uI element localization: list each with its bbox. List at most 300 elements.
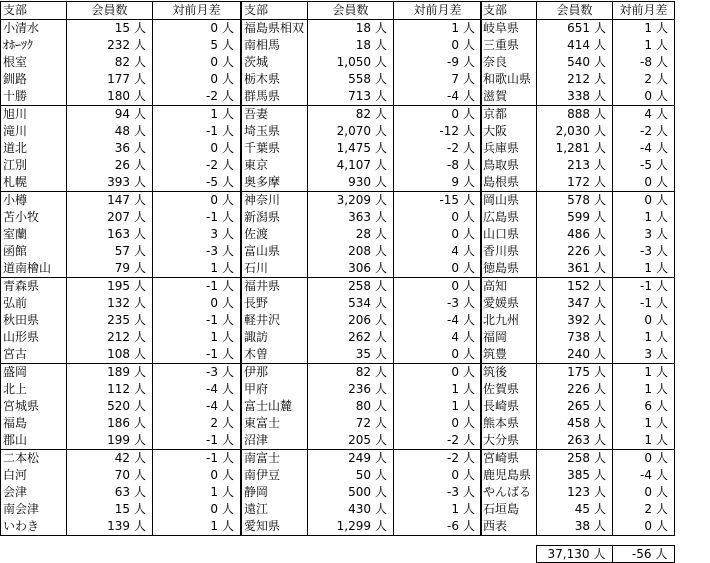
month-diff: 1: [210, 261, 218, 275]
member-count-cell: [67, 415, 153, 432]
member-unit: 人: [375, 502, 388, 516]
diff-unit: 人: [656, 72, 669, 86]
month-diff: -2: [640, 124, 652, 138]
month-diff: 2: [210, 416, 218, 430]
member-count: 578: [567, 193, 590, 207]
branch-name: 小清水: [1, 20, 67, 38]
month-diff: -2: [206, 158, 218, 172]
member-count-cell: [537, 415, 613, 432]
month-diff-cell: [153, 381, 241, 398]
month-diff-cell: [613, 364, 675, 382]
member-unit: 人: [134, 433, 147, 447]
member-count-cell: [308, 140, 394, 157]
diff-unit: 人: [463, 107, 476, 121]
month-diff: 1: [644, 330, 652, 344]
month-diff: 1: [451, 502, 459, 516]
diff-unit: 人: [656, 330, 669, 344]
month-diff: 9: [451, 175, 459, 189]
table-row: [1, 209, 241, 226]
member-count-cell: [537, 106, 613, 124]
member-unit: 人: [134, 227, 147, 241]
member-count-cell: [537, 278, 613, 296]
member-unit: 人: [594, 399, 607, 413]
month-diff-cell: [394, 467, 482, 484]
member-unit: 人: [594, 519, 607, 533]
member-count: 139: [107, 519, 130, 533]
branch-name: 兵庫県: [481, 140, 537, 157]
branch-name: 十勝: [1, 88, 67, 106]
table-row: [242, 329, 482, 346]
branch-name: 江別: [1, 157, 67, 174]
month-diff-cell: [613, 415, 675, 432]
table-row: [242, 346, 482, 364]
member-count-cell: [67, 501, 153, 518]
month-diff: -15: [439, 193, 459, 207]
month-diff: 6: [644, 399, 652, 413]
month-diff: -3: [447, 296, 459, 310]
month-diff: 1: [210, 485, 218, 499]
member-count: 123: [567, 485, 590, 499]
member-count: 207: [107, 210, 130, 224]
member-count: 199: [107, 433, 130, 447]
table-row: [481, 312, 675, 329]
diff-unit: 人: [222, 279, 235, 293]
branch-name: 筑豊: [481, 346, 537, 364]
member-unit: 人: [594, 416, 607, 430]
member-count: 500: [348, 485, 371, 499]
member-count-cell: [67, 174, 153, 192]
branch-name: 三重県: [481, 37, 537, 54]
branch-name: 伊那: [242, 364, 308, 382]
table-row: [481, 415, 675, 432]
month-diff-cell: [153, 260, 241, 278]
member-count-cell: [537, 346, 613, 364]
branch-name: 沼津: [242, 432, 308, 450]
member-unit: 人: [375, 175, 388, 189]
member-unit: 人: [375, 382, 388, 396]
member-count: 534: [348, 296, 371, 310]
member-count-cell: [308, 450, 394, 468]
member-count-cell: [67, 123, 153, 140]
member-count-cell: [308, 209, 394, 226]
branch-name: 道北: [1, 140, 67, 157]
branch-name: 長野: [242, 295, 308, 312]
total-members-cell: [536, 546, 612, 563]
member-count: 45: [574, 502, 590, 516]
branch-name: 佐賀県: [481, 381, 537, 398]
diff-unit: 人: [656, 313, 669, 327]
month-diff: 4: [451, 244, 459, 258]
member-count: 82: [114, 55, 130, 69]
month-diff-cell: [153, 140, 241, 157]
member-unit: 人: [594, 89, 607, 103]
table-row: [1, 243, 241, 260]
month-diff: 1: [644, 38, 652, 52]
month-diff-cell: [613, 54, 675, 71]
month-diff-cell: [153, 450, 241, 468]
table-row: [481, 432, 675, 450]
member-unit: 人: [134, 451, 147, 465]
member-count: 486: [567, 227, 590, 241]
branch-name: 筑後: [481, 364, 537, 382]
table-row: [1, 329, 241, 346]
diff-unit: 人: [656, 279, 669, 293]
member-unit: 人: [134, 365, 147, 379]
total-diff-unit: 人: [655, 547, 668, 561]
table-row: [481, 37, 675, 54]
month-diff-cell: [613, 123, 675, 140]
member-count-cell: [67, 484, 153, 501]
member-count: 1,475: [336, 141, 371, 155]
diff-unit: 人: [656, 124, 669, 138]
member-count: 70: [114, 468, 130, 482]
member-unit: 人: [594, 38, 607, 52]
month-diff-cell: [153, 88, 241, 106]
member-count: 930: [348, 175, 371, 189]
diff-unit: 人: [463, 382, 476, 396]
month-diff: -4: [206, 382, 218, 396]
diff-unit: 人: [463, 519, 476, 533]
month-diff: -1: [206, 347, 218, 361]
member-count-cell: [67, 54, 153, 71]
member-count: 132: [107, 296, 130, 310]
member-unit: 人: [375, 347, 388, 361]
member-unit: 人: [375, 279, 388, 293]
month-diff-cell: [153, 37, 241, 54]
member-count-cell: [537, 295, 613, 312]
table-row: [1, 140, 241, 157]
member-count: 152: [567, 279, 590, 293]
member-count: 177: [107, 72, 130, 86]
table-row: [242, 381, 482, 398]
branch-name: 秋田県: [1, 312, 67, 329]
month-diff: 0: [210, 72, 218, 86]
member-count: 338: [567, 89, 590, 103]
member-count: 15: [114, 502, 130, 516]
diff-unit: 人: [656, 210, 669, 224]
header-row: [1, 2, 241, 20]
branch-table-right: [480, 1, 675, 536]
total-diff-cell: [612, 546, 674, 563]
table-row: [1, 501, 241, 518]
member-count: 2,030: [555, 124, 590, 138]
month-diff: -3: [206, 244, 218, 258]
table-row: [242, 226, 482, 243]
table-row: [242, 260, 482, 278]
month-diff: -2: [447, 141, 459, 155]
member-count: 18: [355, 21, 371, 35]
member-count-cell: [308, 88, 394, 106]
member-count-cell: [67, 398, 153, 415]
month-diff-cell: [613, 450, 675, 468]
member-count: 265: [567, 399, 590, 413]
branch-name: 宮古: [1, 346, 67, 364]
member-unit: 人: [375, 21, 388, 35]
month-diff-cell: [613, 484, 675, 501]
member-count-cell: [67, 192, 153, 210]
member-count: 72: [355, 416, 371, 430]
month-diff: -9: [447, 55, 459, 69]
diff-unit: 人: [222, 175, 235, 189]
table-row: [242, 88, 482, 106]
month-diff-cell: [153, 243, 241, 260]
month-diff: 0: [451, 468, 459, 482]
branch-name: 石垣島: [481, 501, 537, 518]
member-count-cell: [537, 71, 613, 88]
member-count: 392: [567, 313, 590, 327]
member-count: 540: [567, 55, 590, 69]
branch-name: 旭川: [1, 106, 67, 124]
month-diff: 4: [451, 330, 459, 344]
table-row: [1, 278, 241, 296]
branch-name: 栃木県: [242, 71, 308, 88]
diff-unit: 人: [656, 433, 669, 447]
branch-name: 広島県: [481, 209, 537, 226]
member-count-cell: [67, 312, 153, 329]
diff-unit: 人: [656, 227, 669, 241]
member-unit: 人: [375, 72, 388, 86]
month-diff-cell: [613, 398, 675, 415]
member-unit: 人: [594, 330, 607, 344]
member-count-cell: [67, 140, 153, 157]
branch-name: 苫小牧: [1, 209, 67, 226]
branch-name: 和歌山県: [481, 71, 537, 88]
diff-unit: 人: [222, 210, 235, 224]
member-count: 458: [567, 416, 590, 430]
member-count: 249: [348, 451, 371, 465]
member-count: 213: [567, 158, 590, 172]
month-diff: 4: [644, 107, 652, 121]
branch-name: 徳島県: [481, 260, 537, 278]
member-count-cell: [67, 432, 153, 450]
member-unit: 人: [134, 175, 147, 189]
table-row: [1, 157, 241, 174]
month-diff: 0: [451, 210, 459, 224]
month-diff-cell: [394, 54, 482, 71]
table-row: [242, 140, 482, 157]
member-unit: 人: [375, 451, 388, 465]
table-row: [1, 37, 241, 54]
month-diff: 0: [644, 451, 652, 465]
branch-name: 愛知県: [242, 518, 308, 536]
table-row: [481, 484, 675, 501]
branch-name: 千葉県: [242, 140, 308, 157]
member-count-cell: [537, 432, 613, 450]
member-unit: 人: [375, 485, 388, 499]
diff-unit: 人: [463, 21, 476, 35]
header-row: [242, 2, 482, 20]
month-diff: 1: [644, 416, 652, 430]
month-diff-cell: [613, 260, 675, 278]
member-unit: 人: [375, 296, 388, 310]
branch-name: 郡山: [1, 432, 67, 450]
table-row: [242, 467, 482, 484]
table-row: [242, 312, 482, 329]
diff-unit: 人: [222, 365, 235, 379]
branch-name: 高知: [481, 278, 537, 296]
branch-name: 岐阜県: [481, 20, 537, 38]
member-count: 108: [107, 347, 130, 361]
member-unit: 人: [375, 433, 388, 447]
member-count-cell: [537, 20, 613, 38]
member-unit: 人: [134, 72, 147, 86]
diff-unit: 人: [463, 502, 476, 516]
table-row: [481, 106, 675, 124]
member-unit: 人: [594, 382, 607, 396]
month-diff: -4: [447, 89, 459, 103]
table-row: [242, 518, 482, 536]
branch-name: 島根県: [481, 174, 537, 192]
member-unit: 人: [134, 502, 147, 516]
member-count-cell: [308, 346, 394, 364]
member-count-cell: [67, 518, 153, 536]
month-diff-cell: [153, 398, 241, 415]
member-unit: 人: [134, 416, 147, 430]
member-unit: 人: [594, 193, 607, 207]
diff-unit: 人: [463, 175, 476, 189]
member-unit: 人: [134, 141, 147, 155]
member-count-cell: [537, 381, 613, 398]
member-unit: 人: [375, 313, 388, 327]
month-diff: 1: [644, 382, 652, 396]
member-count: 26: [114, 158, 130, 172]
month-diff: 3: [644, 227, 652, 241]
member-count: 263: [567, 433, 590, 447]
diff-unit: 人: [463, 158, 476, 172]
month-diff-cell: [153, 312, 241, 329]
table-row: [481, 346, 675, 364]
header-diff: 対前月差: [394, 2, 482, 20]
month-diff: 0: [210, 468, 218, 482]
branch-name: 遠江: [242, 501, 308, 518]
member-unit: 人: [134, 89, 147, 103]
month-diff-cell: [613, 312, 675, 329]
branch-name: 山口県: [481, 226, 537, 243]
diff-unit: 人: [222, 72, 235, 86]
member-count-cell: [537, 209, 613, 226]
diff-unit: 人: [463, 210, 476, 224]
member-count: 163: [107, 227, 130, 241]
month-diff: -2: [447, 433, 459, 447]
member-unit: 人: [594, 227, 607, 241]
diff-unit: 人: [222, 141, 235, 155]
branch-name: 岡山県: [481, 192, 537, 210]
diff-unit: 人: [222, 485, 235, 499]
member-count: 48: [114, 124, 130, 138]
member-unit: 人: [594, 433, 607, 447]
diff-unit: 人: [656, 519, 669, 533]
month-diff-cell: [394, 450, 482, 468]
member-count-cell: [308, 260, 394, 278]
table-row: [242, 37, 482, 54]
total-diff: -56: [631, 547, 652, 561]
member-count-cell: [67, 243, 153, 260]
member-unit: 人: [134, 313, 147, 327]
branch-name: 小樽: [1, 192, 67, 210]
member-count: 94: [114, 107, 130, 121]
month-diff-cell: [394, 140, 482, 157]
diff-unit: 人: [656, 382, 669, 396]
table-row: [242, 192, 482, 210]
member-count: 393: [107, 175, 130, 189]
month-diff: -6: [447, 519, 459, 533]
member-unit: 人: [375, 210, 388, 224]
diff-unit: 人: [463, 416, 476, 430]
branch-name: 埼玉県: [242, 123, 308, 140]
member-unit: 人: [594, 347, 607, 361]
month-diff: -8: [640, 55, 652, 69]
member-count: 147: [107, 193, 130, 207]
month-diff: 0: [644, 519, 652, 533]
month-diff-cell: [394, 123, 482, 140]
member-unit: 人: [375, 261, 388, 275]
member-count-cell: [537, 192, 613, 210]
member-count-cell: [537, 467, 613, 484]
diff-unit: 人: [463, 261, 476, 275]
member-count: 112: [107, 382, 130, 396]
member-count: 79: [114, 261, 130, 275]
member-count-cell: [308, 295, 394, 312]
member-unit: 人: [134, 279, 147, 293]
table-row: [242, 295, 482, 312]
diff-unit: 人: [222, 261, 235, 275]
diff-unit: 人: [222, 38, 235, 52]
member-unit: 人: [134, 347, 147, 361]
diff-unit: 人: [463, 141, 476, 155]
diff-unit: 人: [222, 244, 235, 258]
month-diff-cell: [394, 243, 482, 260]
total-members: 37,130: [547, 547, 590, 561]
header-members: 会員数: [537, 2, 613, 20]
header-members: 会員数: [67, 2, 153, 20]
branch-name: 木曽: [242, 346, 308, 364]
branch-name: 福島: [1, 415, 67, 432]
month-diff: -8: [447, 158, 459, 172]
total-members-unit: 人: [593, 547, 606, 561]
member-count: 240: [567, 347, 590, 361]
month-diff: 0: [451, 347, 459, 361]
member-count-cell: [67, 71, 153, 88]
diff-unit: 人: [656, 89, 669, 103]
member-count: 38: [574, 519, 590, 533]
month-diff-cell: [394, 295, 482, 312]
table-row: [481, 192, 675, 210]
diff-unit: 人: [222, 347, 235, 361]
member-count-cell: [67, 88, 153, 106]
diff-unit: 人: [463, 451, 476, 465]
member-count-cell: [308, 71, 394, 88]
branch-name: 室蘭: [1, 226, 67, 243]
member-count: 36: [114, 141, 130, 155]
member-unit: 人: [594, 279, 607, 293]
member-unit: 人: [375, 55, 388, 69]
member-count: 430: [348, 502, 371, 516]
diff-unit: 人: [656, 416, 669, 430]
diff-unit: 人: [222, 399, 235, 413]
month-diff: 0: [451, 107, 459, 121]
member-count-cell: [308, 484, 394, 501]
month-diff: 2: [644, 502, 652, 516]
diff-unit: 人: [463, 244, 476, 258]
member-count: 82: [355, 365, 371, 379]
member-unit: 人: [375, 399, 388, 413]
member-count: 226: [567, 382, 590, 396]
member-count: 888: [567, 107, 590, 121]
branch-name: 滝川: [1, 123, 67, 140]
member-count-cell: [537, 260, 613, 278]
member-count-cell: [67, 364, 153, 382]
branch-name: 宮城県: [1, 398, 67, 415]
